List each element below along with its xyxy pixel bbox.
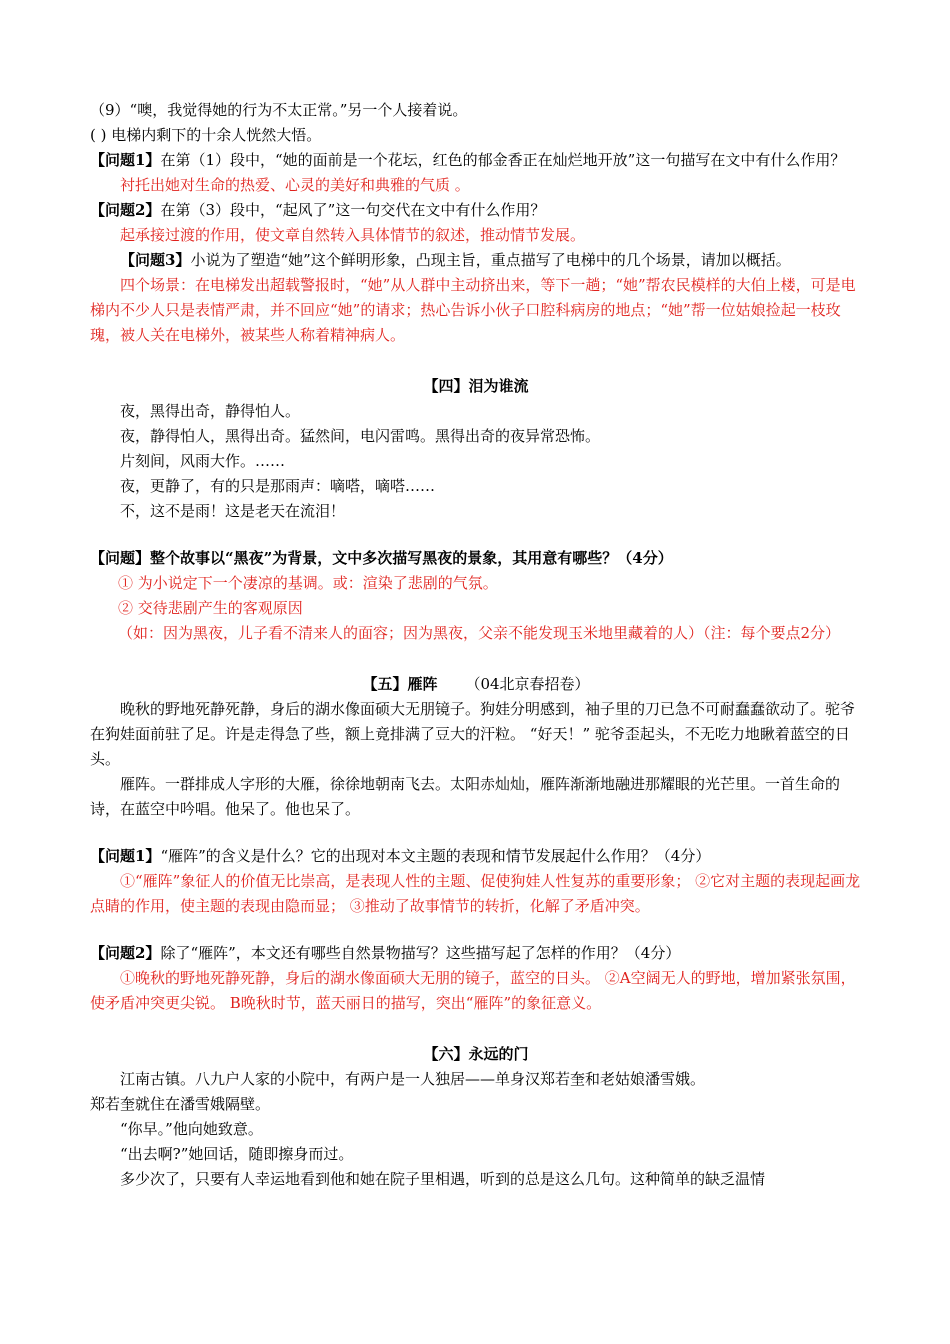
story-paragraph: 不，这不是雨！这是老天在流泪！ — [120, 502, 346, 520]
section-title-4: 【四】泪为谁流 — [423, 377, 529, 395]
question-text: 在第（1）段中，“她的面前是一个花坛，红色的郁金香正在灿烂地开放”这一句描写在文中有什么作用？ — [160, 151, 846, 169]
question-label: 【问题1】 — [90, 151, 161, 169]
document-page — [90, 98, 862, 1192]
question-label: 【问题1】 — [90, 847, 161, 865]
story-paragraph: 夜，静得怕人，黑得出奇。猛然间，电闪雷鸣。黑得出奇的夜异常恐怖。 — [120, 427, 601, 445]
question-text: 小说为了塑造“她”这个鲜明形象，凸现主旨，重点描写了电梯中的几个场景，请加以概括。 — [190, 251, 791, 269]
story-paragraph: 夜，更静了，有的只是那雨声：嘀嗒，嘀嗒…… — [120, 477, 436, 495]
story-paragraph: 郑若奎就住在潘雪娥隔壁。 — [90, 1095, 271, 1113]
story-line-10: ( ) 电梯内剩下的十余人恍然大悟。 — [90, 126, 322, 144]
question-label: 【问题2】 — [90, 944, 161, 962]
answer-2-scenery: ①晚秋的野地死静死静，身后的湖水像面硕大无朋的镜子，蓝空的日头。 ②A空阔无人的野地，增加紧张氛围，使矛盾冲突更尖锐。 B晚秋时节，蓝天丽日的描写，突出“雁阵”的象征意义。 — [90, 969, 856, 1012]
question-1 — [90, 148, 862, 173]
story-paragraph: 多少次了，只要有人幸运地看到他和她在院子里相遇，听到的总是这么几句。这种简单的缺乏温情 — [120, 1170, 766, 1188]
answer-point-2: ② 交待悲剧产生的客观原因 — [118, 599, 303, 617]
answer-point-1: ① 为小说定下一个凄凉的基调。或：渲染了悲剧的气氛。 — [118, 574, 498, 592]
story-paragraph: “你早。”他向她致意。 — [120, 1120, 263, 1138]
answer-3: 四个场景：在电梯发出超载警报时，“她”从人群中主动挤出来，等下一趟；“她”帮农民模样的大伯上楼，可是电梯内不少人只是表情严肃，并不回应“她”的请求；热心告诉小伙子口腔科病房的地点；“她”帮一位姑娘捡起一枝玫瑰，被人关在电梯外，被某些人称着精神病人。 — [90, 276, 856, 344]
question-text: 除了“雁阵”，本文还有哪些自然景物描写？这些描写起了怎样的作用？（4分） — [160, 944, 681, 962]
question-1-geese — [90, 844, 862, 869]
story-paragraph: 片刻间，风雨大作。…… — [120, 452, 286, 470]
question-text: 在第（3）段中，“起风了”这一句交代在文中有什么作用？ — [160, 201, 546, 219]
answer-point-3: （如：因为黑夜，儿子看不清来人的面容；因为黑夜，父亲不能发现玉米地里藏着的人）（注：每个要点2分） — [118, 624, 841, 642]
question-text: “雁阵”的含义是什么？它的出现对本文主题的表现和情节发展起什么作用？（4分） — [160, 847, 711, 865]
story-paragraph: 夜，黑得出奇，静得怕人。 — [120, 402, 301, 420]
story-paragraph: “出去啊?”她回话，随即擦身而过。 — [120, 1145, 354, 1163]
section-title-6: 【六】永远的门 — [423, 1045, 529, 1063]
section-source: （04北京春招卷） — [465, 675, 590, 693]
answer-1-geese: ①“雁阵”象征人的价值无比崇高，是表现人性的主题、促使狗娃人性复苏的重要形象； ②它对主题的表现起画龙点睛的作用，使主题的表现由隐而显； ③推动了故事情节的转折，化解了矛盾冲突。 — [90, 872, 861, 915]
question-label: 【问题3】 — [120, 251, 191, 269]
story-line-9: （9）“噢，我觉得她的行为不太正常。”另一个人接着说。 — [90, 101, 468, 119]
answer-1: 衬托出她对生命的热爱、心灵的美好和典雅的气质 。 — [120, 176, 470, 194]
story-paragraph: 雁阵。一群排成人字形的大雁，徐徐地朝南飞去。太阳赤灿灿，雁阵渐渐地融进那耀眼的光芒里。一首生命的诗，在蓝空中吟唱。他呆了。他也呆了。 — [90, 775, 841, 818]
question-2-scenery — [90, 941, 862, 966]
question-2 — [90, 198, 862, 223]
question-dark-night: 【问题】整个故事以“黑夜”为背景，文中多次描写黑夜的景象，其用意有哪些？（4分） — [90, 549, 673, 567]
section-title-text: 【五】雁阵 — [362, 675, 438, 693]
story-paragraph: 江南古镇。八九户人家的小院中，有两户是一人独居——单身汉郑若奎和老姑娘潘雪娥。 — [120, 1070, 706, 1088]
story-paragraph: 晚秋的野地死静死静，身后的湖水像面硕大无朋镜子。狗娃分明感到，袖子里的刀已急不可耐蠢蠢欲动了。驼爷在狗娃面前驻了足。许是走得急了些，额上竟排满了豆大的汗粒。 “好天！” 驼爷歪起头，不无吃力地瞅着蓝空的日头。 — [90, 700, 856, 768]
question-label: 【问题2】 — [90, 201, 161, 219]
section-title-5 — [90, 672, 862, 697]
question-3 — [90, 248, 862, 273]
answer-2: 起承接过渡的作用，使文章自然转入具体情节的叙述，推动情节发展。 — [120, 226, 586, 244]
